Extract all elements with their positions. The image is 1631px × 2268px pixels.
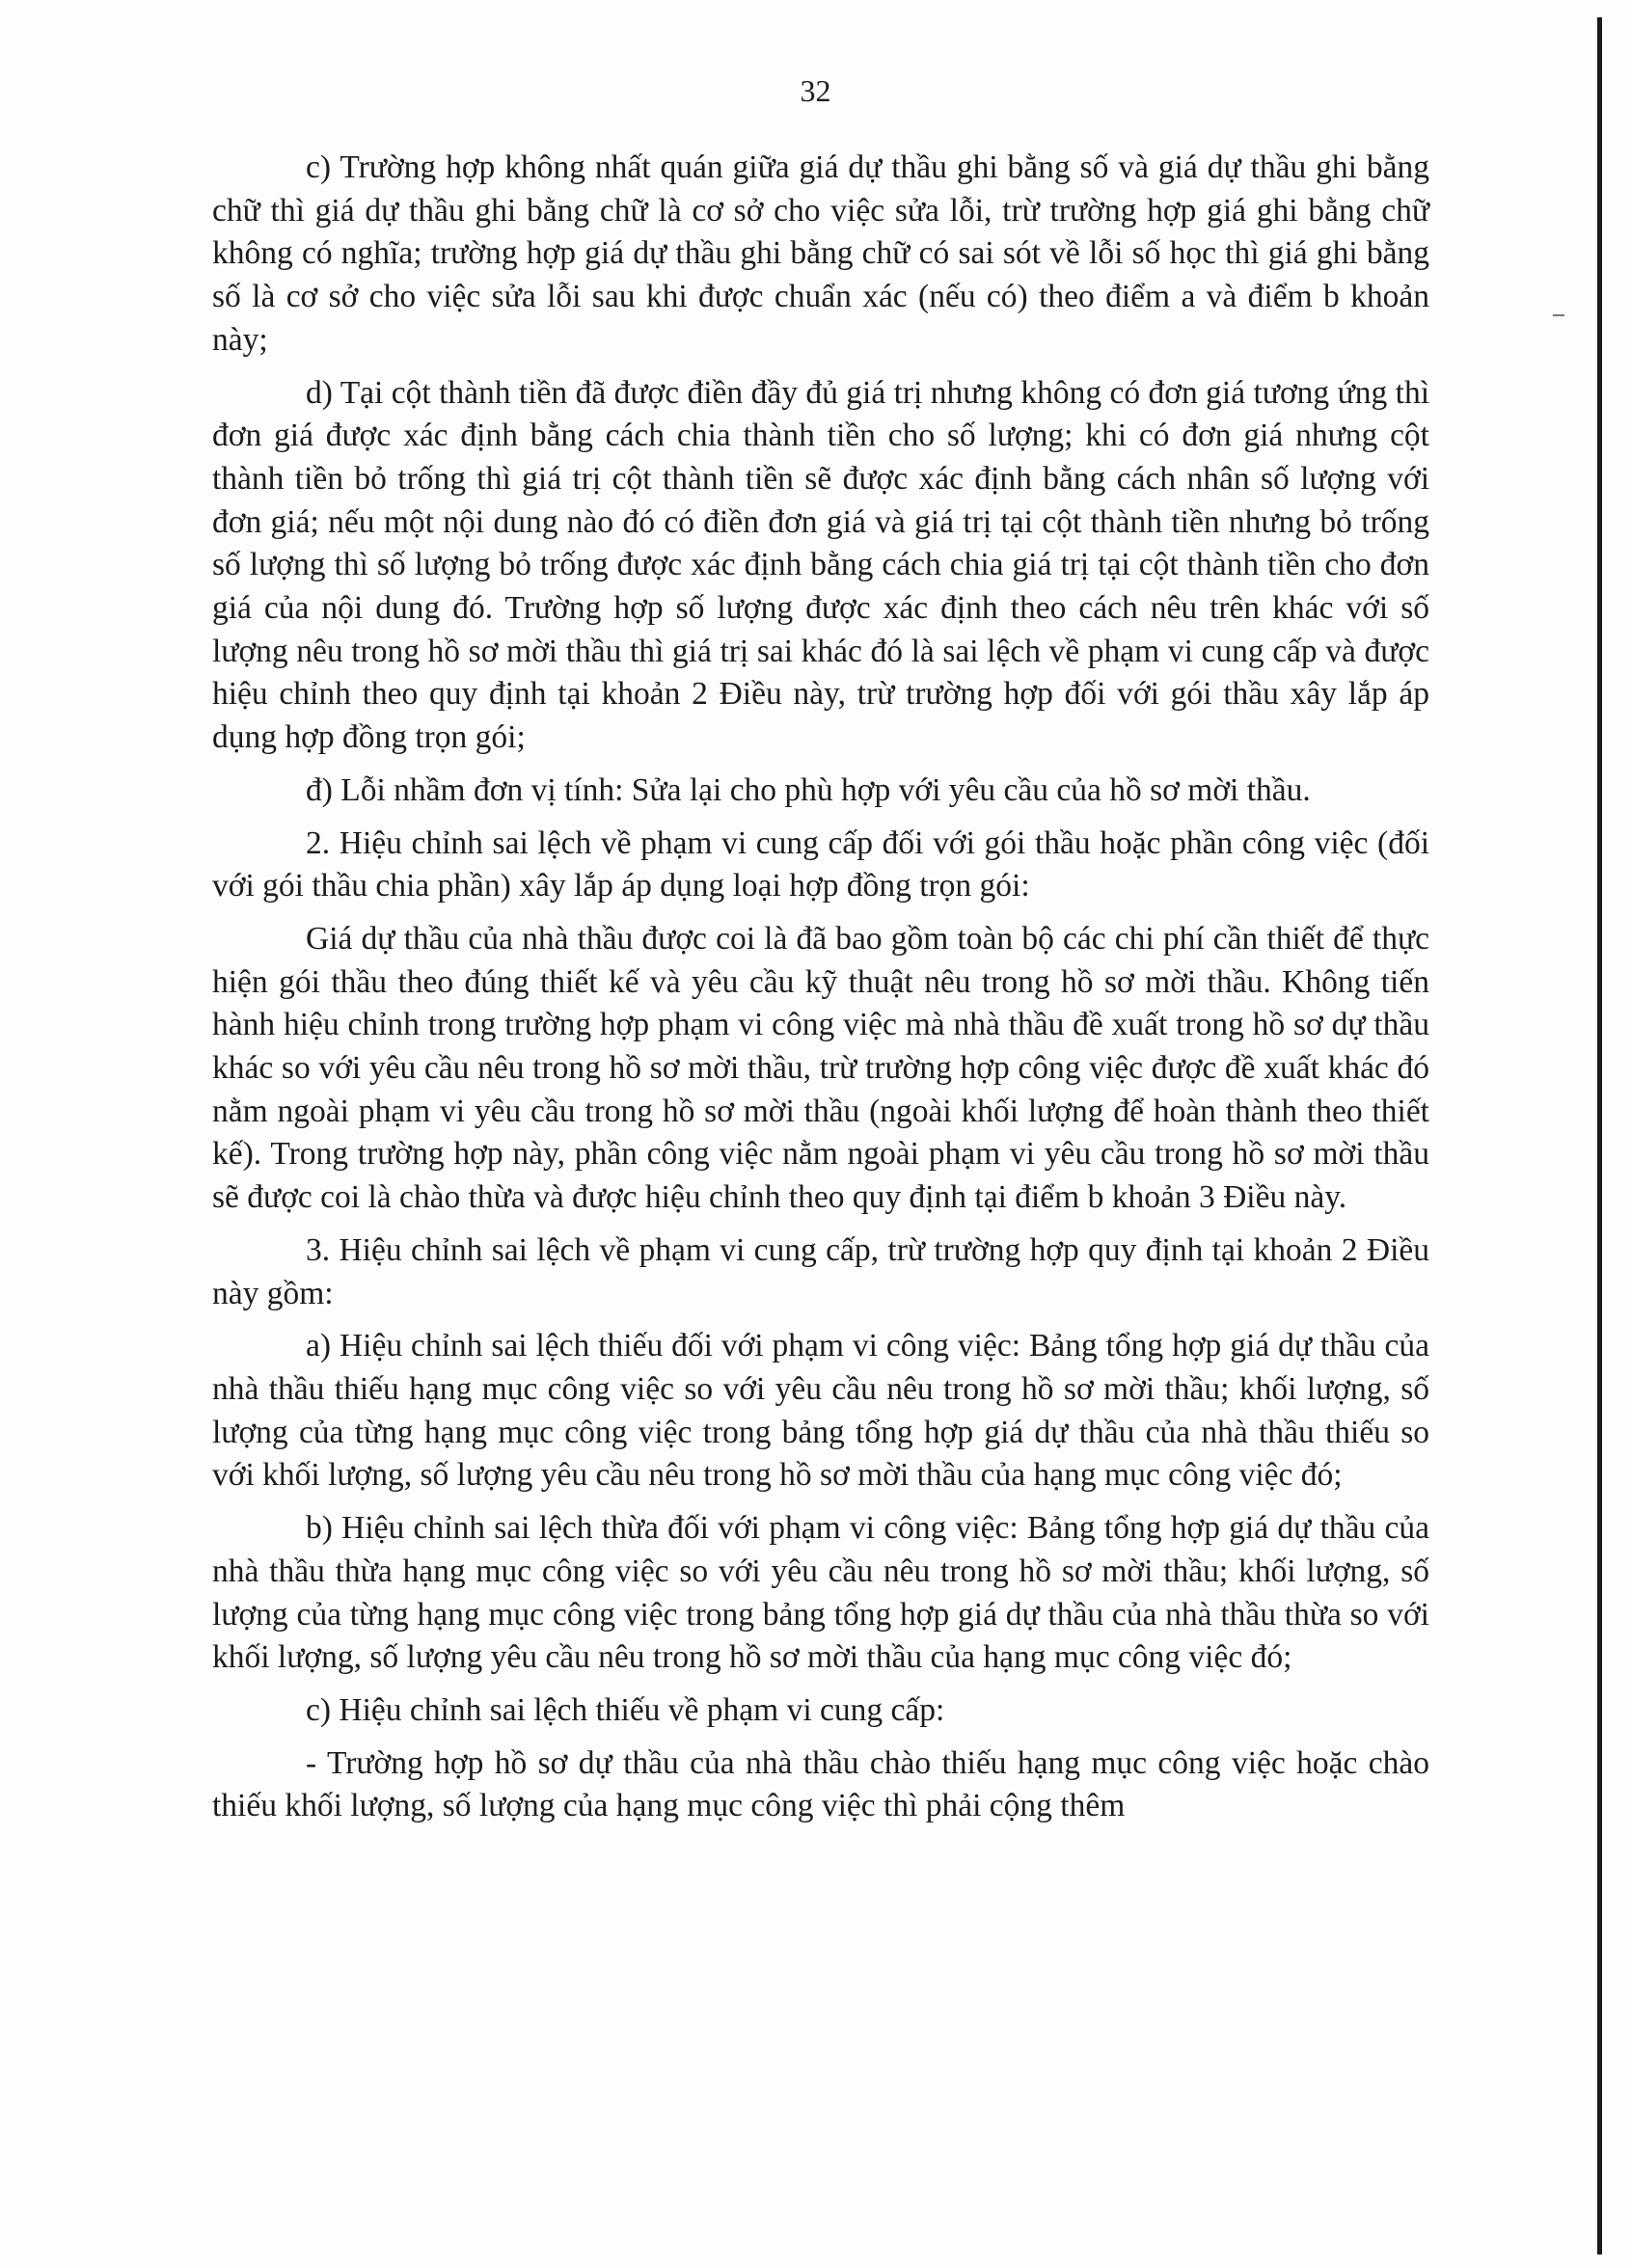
paragraph-d-unit-price: d) Tại cột thành tiền đã được điền đầy đủ giá trị nhưng không có đơn giá tương ứng thì đơn giá được xác định bằng cách chia thành tiền cho số lượng; khi có đơn giá nhưng cột thành tiền bỏ trống thì giá trị cột thành tiền sẽ được xác định bằng cách nhân số lượng với đơn giá; nếu một nội dung nào đó có điền đơn giá và giá trị tại cột thành tiền nhưng bỏ trống số lượng thì số lượng bỏ trống được xác định bằng cách chia giá trị tại cột thành tiền cho đơn giá của nội dung đó. Trường hợp số lượng được xác định theo cách nêu trên khác với số lượng nêu trong hồ sơ mời thầu thì giá trị sai khác đó là sai lệch về phạm vi cung cấp và được hiệu chỉnh theo quy định tại khoản 2 Điều này, trừ trường hợp đối với gói thầu xây lắp áp dụng hợp đồng trọn gói; [212,374,1429,756]
document-body [212,147,1429,1838]
paragraph-dd-unit-error: đ) Lỗi nhầm đơn vị tính: Sửa lại cho phù hợp với yêu cầu của hồ sơ mời thầu. [306,771,1311,808]
paragraph-c-missing-supply: c) Hiệu chỉnh sai lệch thiếu về phạm vi cung cấp: [306,1691,945,1728]
scan-edge-line [1597,17,1602,2254]
paragraph-2-lump-sum: 2. Hiệu chỉnh sai lệch về phạm vi cung cấp đối với gói thầu hoặc phần công việc (đối với gói thầu chia phần) xây lắp áp dụng loại hợp đồng trọn gói: [212,824,1429,904]
paragraph-b-excess-scope: b) Hiệu chỉnh sai lệch thừa đối với phạm vi công việc: Bảng tổng hợp giá dự thầu của nhà thầu thừa hạng mục công việc so với yêu cầu nêu trong hồ sơ mời thầu; khối lượng, số lượng của từng hạng mục công việc trong bảng tổng hợp giá dự thầu của nhà thầu thừa so với khối lượng, số lượng yêu cầu nêu trong hồ sơ mời thầu của hạng mục công việc đó; [212,1510,1429,1676]
paragraph-a-missing-scope: a) Hiệu chỉnh sai lệch thiếu đối với phạm vi công việc: Bảng tổng hợp giá dự thầu của nhà thầu thiếu hạng mục công việc so với yêu cầu nêu trong hồ sơ mời thầu; khối lượng, số lượng của từng hạng mục công việc trong bảng tổng hợp giá dự thầu của nhà thầu thiếu so với khối lượng, số lượng yêu cầu nêu trong hồ sơ mời thầu của hạng mục công việc đó; [212,1328,1429,1494]
scan-edge-mark [1553,314,1564,316]
paragraph-c-inconsistency: c) Trường hợp không nhất quán giữa giá dự thầu ghi bằng số và giá dự thầu ghi bằng chữ thì giá dự thầu ghi bằng chữ là cơ sở cho việc sửa lỗi, trừ trường hợp giá ghi bằng chữ không có nghĩa; trường hợp giá dự thầu ghi bằng chữ có sai sót về lỗi số học thì giá ghi bằng số là cơ sở cho việc sửa lỗi sau khi được chuẩn xác (nếu có) theo điểm a và điểm b khoản này; [212,149,1429,358]
page-number: 32 [800,73,831,108]
paragraph-bid-price-scope: Giá dự thầu của nhà thầu được coi là đã bao gồm toàn bộ các chi phí cần thiết để thực hiện gói thầu theo đúng thiết kế và yêu cầu kỹ thuật nêu trong hồ sơ mời thầu. Không tiến hành hiệu chỉnh trong trường hợp phạm vi công việc mà nhà thầu đề xuất trong hồ sơ dự thầu khác so với yêu cầu nêu trong hồ sơ mời thầu, trừ trường hợp công việc được đề xuất khác đó nằm ngoài phạm vi yêu cầu trong hồ sơ mời thầu (ngoài khối lượng để hoàn thành theo thiết kế). Trong trường hợp này, phần công việc nằm ngoài phạm vi yêu cầu trong hồ sơ mời thầu sẽ được coi là chào thừa và được hiệu chỉnh theo quy định tại điểm b khoản 3 Điều này. [212,920,1429,1216]
paragraph-bullet-missing-items: - Trường hợp hồ sơ dự thầu của nhà thầu chào thiếu hạng mục công việc hoặc chào thiếu khối lượng, số lượng của hạng mục công việc thì phải cộng thêm [212,1744,1429,1824]
paragraph-3-scope-correction: 3. Hiệu chỉnh sai lệch về phạm vi cung cấp, trừ trường hợp quy định tại khoản 2 Điều này gồm: [212,1231,1429,1311]
